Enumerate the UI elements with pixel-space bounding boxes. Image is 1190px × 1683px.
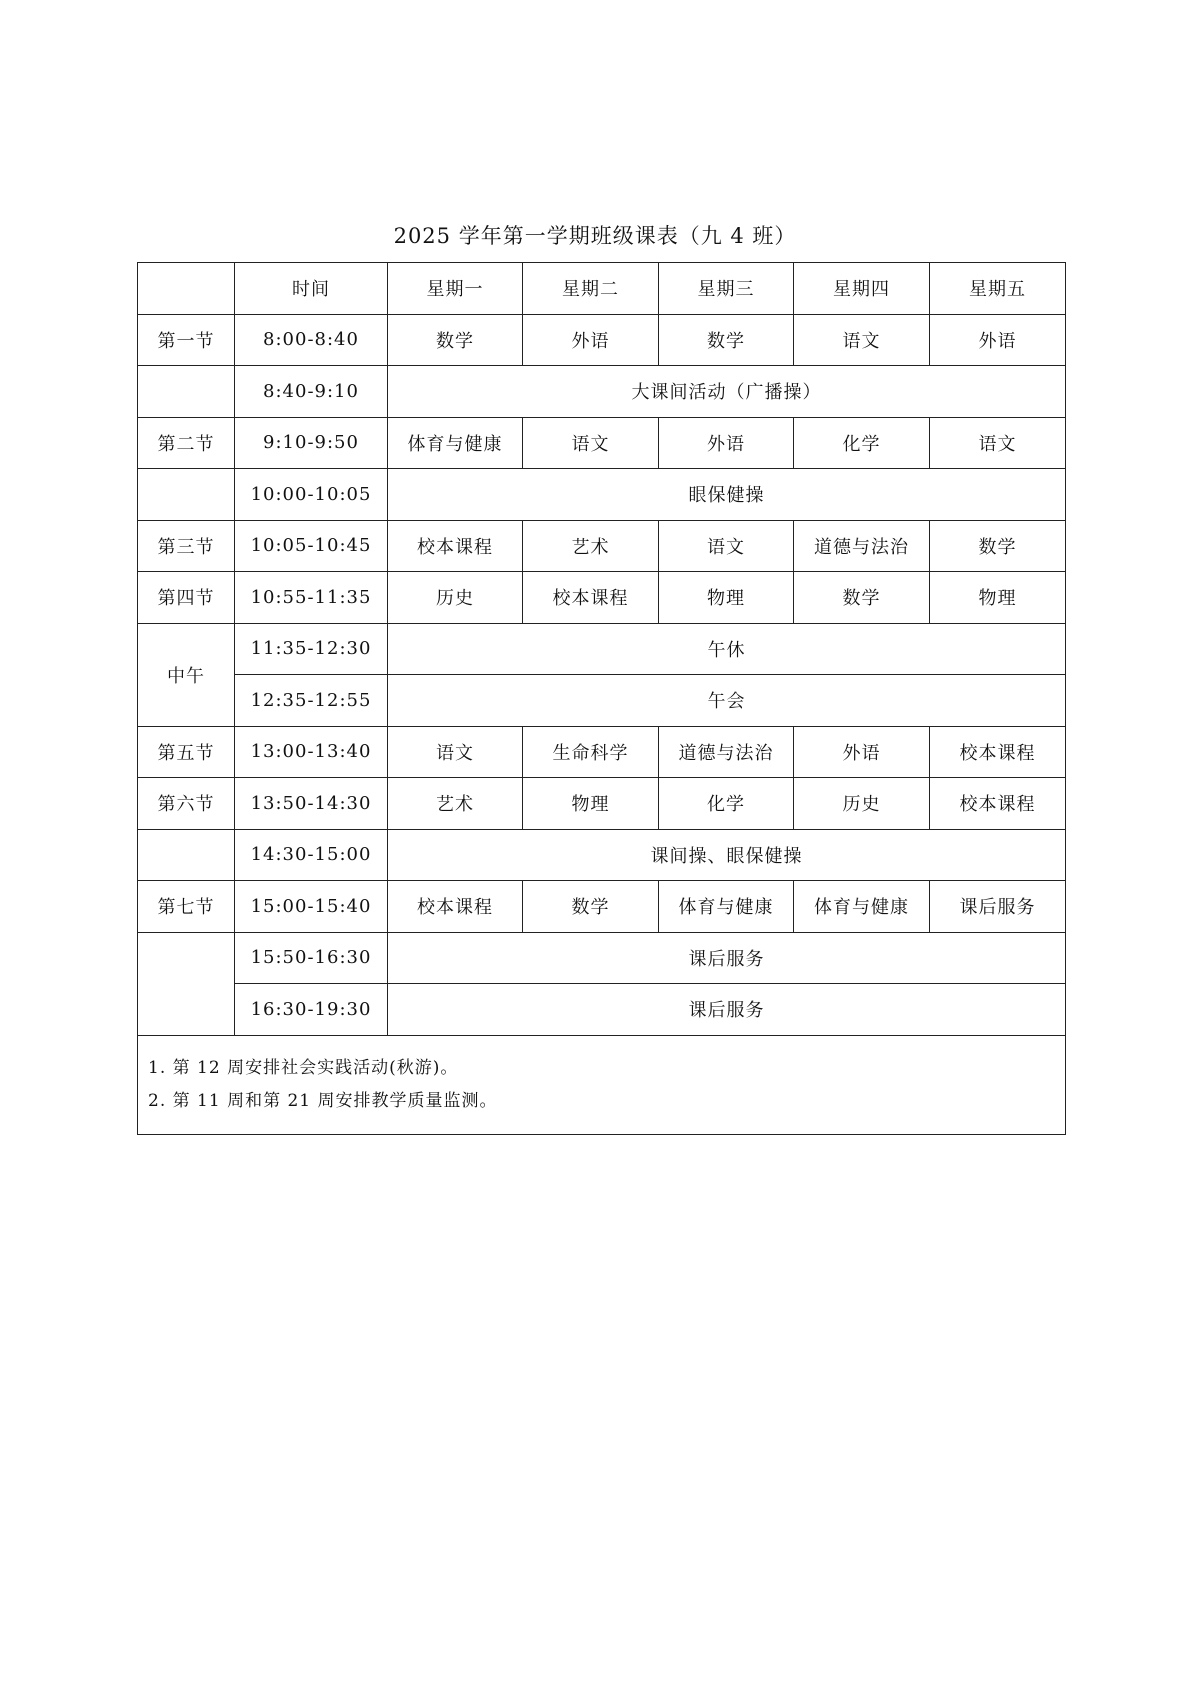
period-time: 13:50-14:30: [235, 778, 388, 830]
subject-cell: 物理: [930, 572, 1066, 624]
subject-cell: 物理: [523, 778, 659, 830]
subject-cell: 校本课程: [930, 778, 1066, 830]
table-row: [138, 778, 1066, 830]
period-time: 9:10-9:50: [235, 417, 388, 469]
activity-cell: 课间操、眼保健操: [388, 829, 1066, 881]
class-schedule-table: [137, 262, 1066, 1135]
activity-cell: 大课间活动（广播操）: [388, 366, 1066, 418]
note-line: 2. 第 11 周和第 21 周安排教学质量监测。: [148, 1090, 498, 1111]
subject-cell: 校本课程: [388, 520, 523, 572]
period-time: 12:35-12:55: [235, 675, 388, 727]
subject-cell: 语文: [523, 417, 659, 469]
activity-cell: 午会: [388, 675, 1066, 727]
period-label: [138, 469, 235, 521]
period-label-noon: 中午: [138, 623, 235, 726]
subject-cell: 外语: [794, 726, 930, 778]
subject-cell: 数学: [523, 881, 659, 933]
day-header-tue: 星期二: [523, 263, 659, 315]
period-time: 10:00-10:05: [235, 469, 388, 521]
table-row: [138, 726, 1066, 778]
subject-cell: 道德与法治: [794, 520, 930, 572]
table-row: [138, 675, 1066, 727]
period-time: 10:05-10:45: [235, 520, 388, 572]
period-time: 11:35-12:30: [235, 623, 388, 675]
table-row: [138, 469, 1066, 521]
subject-cell: 体育与健康: [388, 417, 523, 469]
subject-cell: 外语: [523, 314, 659, 366]
activity-cell: 课后服务: [388, 932, 1066, 984]
day-header-wed: 星期三: [659, 263, 794, 315]
activity-cell: 午休: [388, 623, 1066, 675]
table-row: [138, 881, 1066, 933]
day-header-fri: 星期五: [930, 263, 1066, 315]
subject-cell: 体育与健康: [794, 881, 930, 933]
subject-cell: 校本课程: [388, 881, 523, 933]
subject-cell: 体育与健康: [659, 881, 794, 933]
subject-cell: 数学: [388, 314, 523, 366]
subject-cell: 化学: [794, 417, 930, 469]
notes-row: [138, 1035, 1066, 1134]
subject-cell: 历史: [794, 778, 930, 830]
subject-cell: 化学: [659, 778, 794, 830]
period-label: 第五节: [138, 726, 235, 778]
day-header-mon: 星期一: [388, 263, 523, 315]
table-row: [138, 520, 1066, 572]
subject-cell: 外语: [659, 417, 794, 469]
notes-cell: [138, 1035, 1066, 1134]
subject-cell: 生命科学: [523, 726, 659, 778]
period-label: 第七节: [138, 881, 235, 933]
subject-cell: 语文: [388, 726, 523, 778]
period-time: 16:30-19:30: [235, 984, 388, 1036]
table-row: [138, 829, 1066, 881]
subject-cell: 外语: [930, 314, 1066, 366]
table-row: [138, 984, 1066, 1036]
period-time: 15:00-15:40: [235, 881, 388, 933]
period-time: 8:40-9:10: [235, 366, 388, 418]
period-time: 8:00-8:40: [235, 314, 388, 366]
day-header-thu: 星期四: [794, 263, 930, 315]
activity-cell: 眼保健操: [388, 469, 1066, 521]
period-time: 15:50-16:30: [235, 932, 388, 984]
subject-cell: 历史: [388, 572, 523, 624]
header-row: [138, 263, 1066, 315]
period-label: 第一节: [138, 314, 235, 366]
table-row: [138, 366, 1066, 418]
subject-cell: 校本课程: [523, 572, 659, 624]
period-label: 第三节: [138, 520, 235, 572]
subject-cell: 校本课程: [930, 726, 1066, 778]
subject-cell: 语文: [794, 314, 930, 366]
subject-cell: 数学: [930, 520, 1066, 572]
table-row: [138, 572, 1066, 624]
subject-cell: 课后服务: [930, 881, 1066, 933]
time-header: 时间: [235, 263, 388, 315]
subject-cell: 语文: [930, 417, 1066, 469]
period-label: 第六节: [138, 778, 235, 830]
note-line: 1. 第 12 周安排社会实践活动(秋游)。: [148, 1057, 459, 1078]
period-label: [138, 366, 235, 418]
table-row: [138, 623, 1066, 675]
period-time: 10:55-11:35: [235, 572, 388, 624]
subject-cell: 物理: [659, 572, 794, 624]
period-label-after-school: [138, 932, 235, 1035]
page-title: 2025 学年第一学期班级课表（九 4 班）: [393, 224, 797, 248]
subject-cell: 语文: [659, 520, 794, 572]
corner-cell: [138, 263, 235, 315]
period-time: 14:30-15:00: [235, 829, 388, 881]
table-row: [138, 314, 1066, 366]
subject-cell: 数学: [659, 314, 794, 366]
period-label: [138, 829, 235, 881]
activity-cell: 课后服务: [388, 984, 1066, 1036]
period-label: 第二节: [138, 417, 235, 469]
period-label: 第四节: [138, 572, 235, 624]
period-time: 13:00-13:40: [235, 726, 388, 778]
subject-cell: 道德与法治: [659, 726, 794, 778]
table-row: [138, 932, 1066, 984]
subject-cell: 数学: [794, 572, 930, 624]
subject-cell: 艺术: [523, 520, 659, 572]
subject-cell: 艺术: [388, 778, 523, 830]
table-row: [138, 417, 1066, 469]
